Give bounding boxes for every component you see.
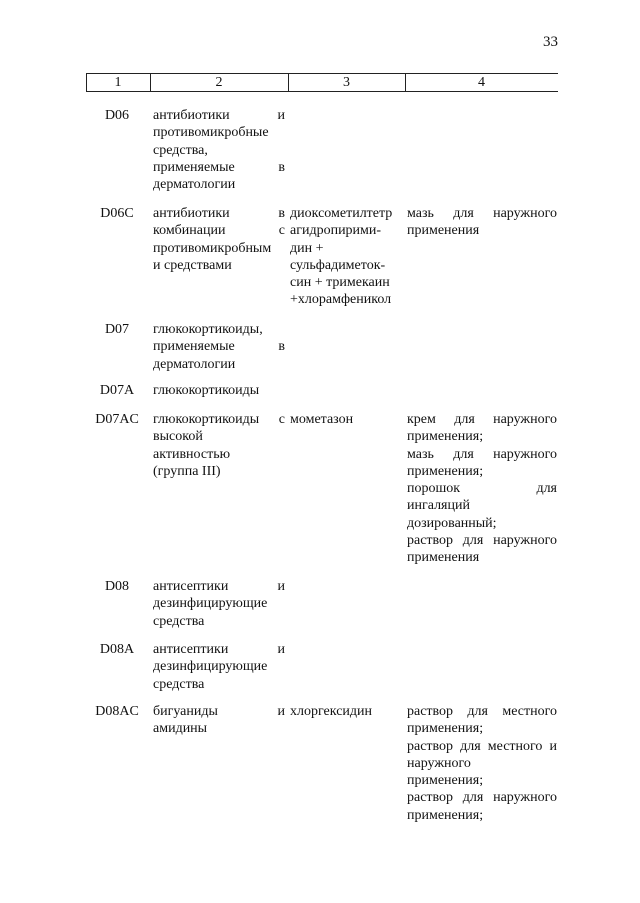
dosage-form-line: применения; (407, 773, 484, 789)
group-name-line: дерматологии (153, 177, 236, 193)
group-name-line: (группа III) (153, 463, 221, 479)
table-header (86, 73, 558, 92)
group-name-line: комбинации с (153, 223, 285, 239)
atc-code: D07A (99, 383, 135, 398)
substance-name-line: сульфадиметок- (290, 257, 386, 273)
substance-name (290, 703, 402, 720)
dosage-form-line: мазь для наружного (407, 446, 557, 462)
group-name (153, 703, 285, 738)
dosage-form-line: применения (407, 550, 480, 566)
group-name (153, 641, 285, 693)
substance-name-line: хлоргексидин (290, 704, 373, 719)
group-name-line: амидины (153, 721, 208, 737)
substance-name-line: +хлорамфеникол (290, 292, 392, 308)
dosage-form-line: применения; (407, 463, 484, 479)
group-name-line: активностью (153, 446, 231, 462)
page-number: 33 (543, 34, 558, 50)
dosage-form-line: мазь для наружного (407, 206, 557, 221)
group-name (153, 107, 285, 193)
group-name-line: дерматологии (153, 356, 236, 372)
group-name (153, 321, 285, 373)
atc-code: D08AC (95, 704, 139, 719)
group-name-line: противомикробным (153, 240, 272, 256)
group-name-line: и средствами (153, 257, 232, 273)
substance-name-line: диоксометилтетр (290, 206, 393, 221)
group-name (153, 382, 285, 399)
group-name-line: глюкокортикоиды с (153, 412, 285, 427)
dosage-form-line: крем для наружного (407, 412, 557, 427)
dosage-form-line: порошок для (407, 481, 557, 497)
group-name-line: бигуаниды и (153, 704, 285, 719)
dosage-form-line: применения; (407, 429, 484, 445)
dosage-form-line: раствор для местного (407, 704, 557, 719)
group-name-line: противомикробные (153, 125, 269, 141)
substance-name-line: мометазон (290, 412, 354, 427)
group-name-line: антибиотики и (153, 108, 285, 123)
dosage-form-line: раствор для местного и (407, 738, 557, 754)
group-name-line: применяемые в (153, 159, 285, 175)
dosage-form-line: применения; (407, 807, 484, 823)
dosage-form (407, 411, 557, 567)
dosage-form-line: применения; (407, 721, 484, 737)
atc-code: D06 (104, 108, 130, 123)
dosage-form (407, 703, 557, 824)
substance-name (290, 205, 402, 309)
group-name-line: антибиотики в (153, 206, 285, 221)
dosage-form-line: применения (407, 223, 480, 239)
group-name-line: средства (153, 676, 205, 692)
header-col-3: 3 (343, 75, 350, 90)
group-name-line: дезинфицирующие (153, 659, 268, 675)
header-col-4: 4 (478, 75, 485, 90)
substance-name-line: син + тримекаин (290, 275, 390, 291)
substance-name-line: агидропирими- (290, 223, 382, 239)
substance-name (290, 411, 402, 428)
atc-code: D07 (104, 322, 130, 337)
group-name (153, 205, 285, 274)
header-col-1: 1 (114, 75, 122, 90)
group-name-line: антисептики и (153, 579, 285, 594)
substance-name-line: дин + (290, 240, 324, 256)
dosage-form-line: ингаляций (407, 498, 470, 514)
group-name-line: применяемые в (153, 339, 285, 355)
group-name-line: антисептики и (153, 642, 285, 657)
dosage-form-line: наружного (407, 755, 471, 771)
group-name-line: дезинфицирующие (153, 596, 268, 612)
group-name (153, 578, 285, 630)
atc-code: D08 (104, 579, 130, 594)
group-name-line: средства (153, 613, 205, 629)
dosage-form (407, 205, 557, 240)
atc-code: D08A (99, 642, 135, 657)
atc-code: D06C (100, 206, 134, 221)
header-col-2: 2 (215, 75, 223, 90)
dosage-form-line: раствор для наружного (407, 533, 557, 549)
group-name (153, 411, 285, 480)
dosage-form-line: раствор для наружного (407, 790, 557, 806)
atc-code: D07AC (95, 412, 139, 427)
dosage-form-line: дозированный; (407, 515, 497, 531)
group-name-line: глюкокортикоиды (153, 383, 260, 398)
group-name-line: высокой (153, 429, 203, 445)
group-name-line: средства, (153, 142, 208, 158)
group-name-line: глюкокортикоиды, (153, 322, 263, 337)
